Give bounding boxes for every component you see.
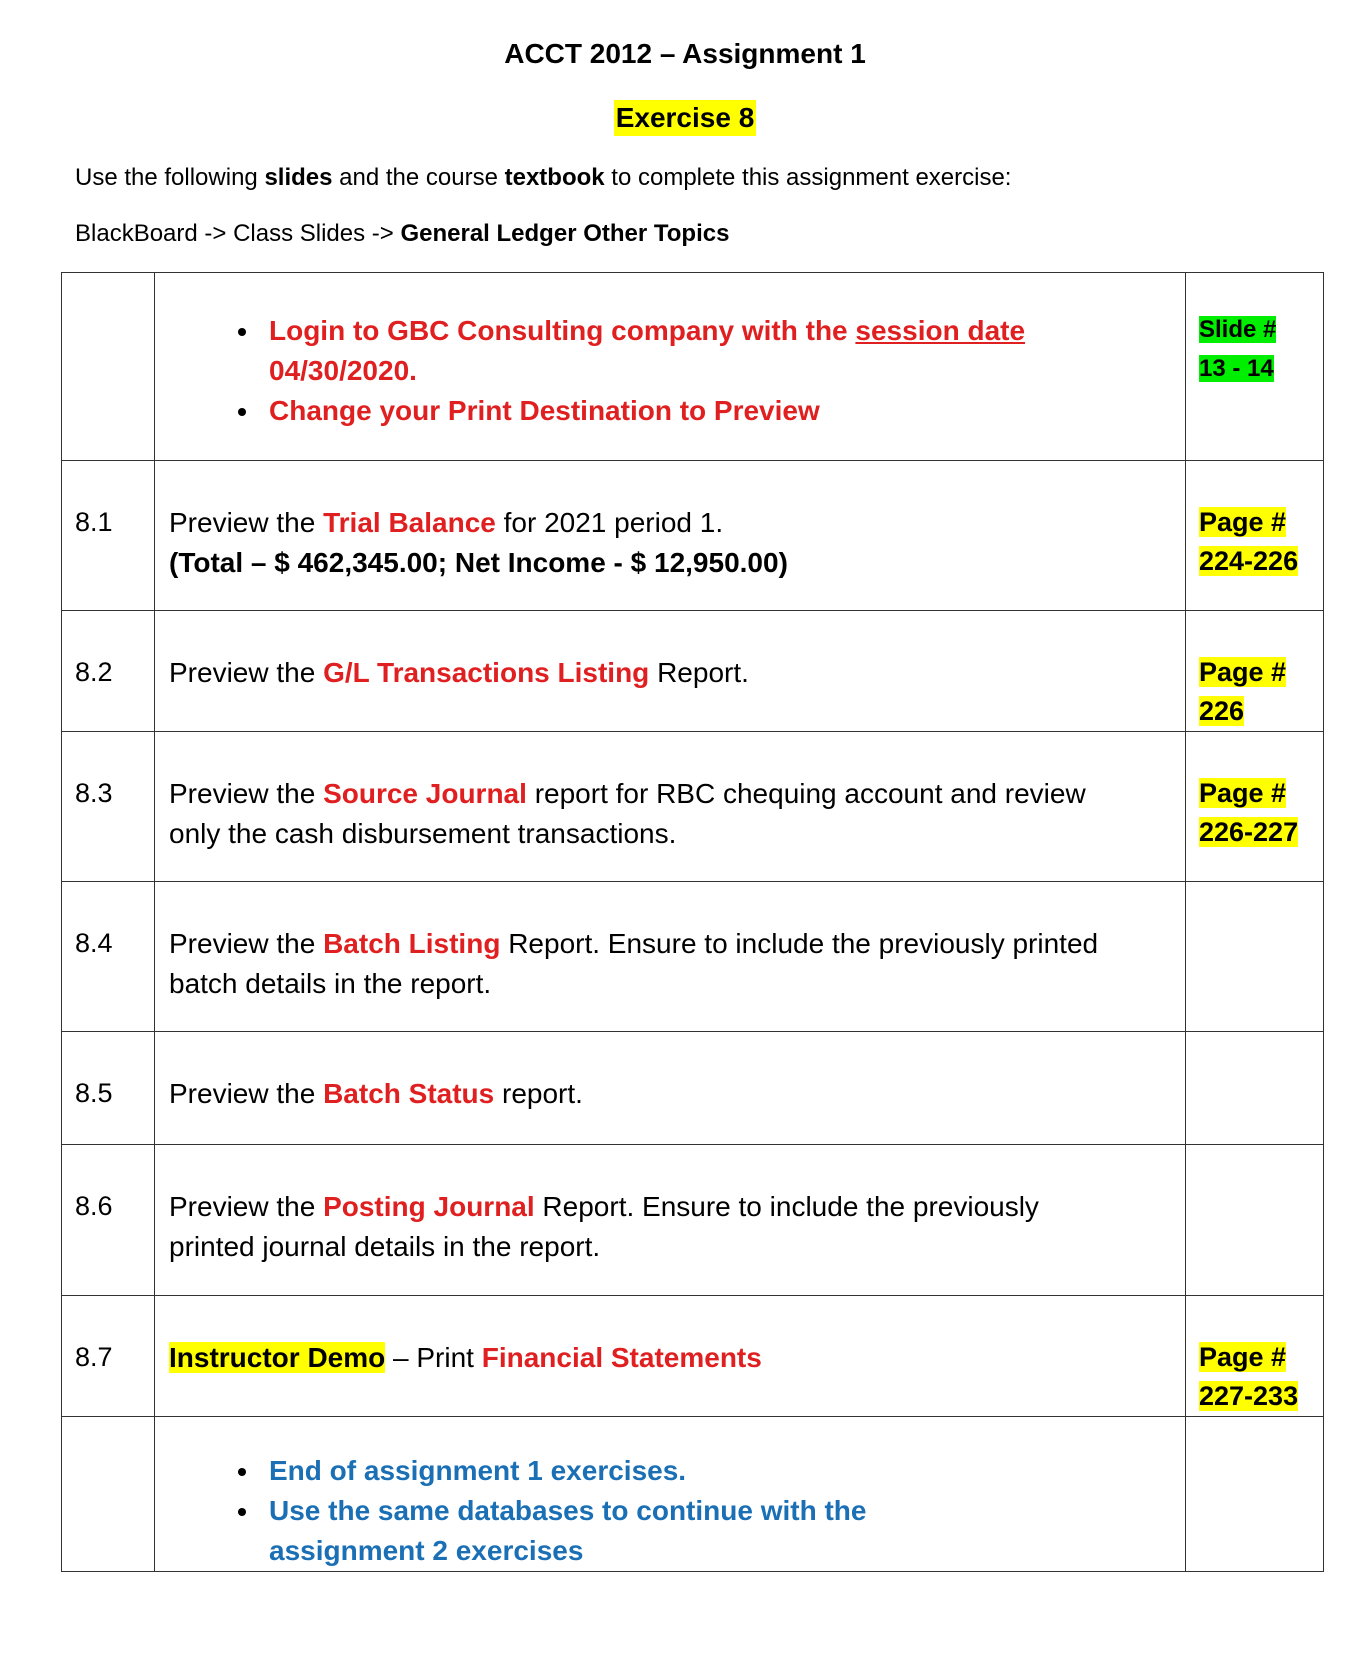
setup-ref-cell xyxy=(1186,273,1324,461)
row-text-post: for 2021 period 1. xyxy=(495,507,724,538)
row-highlight: Financial Statements xyxy=(481,1342,762,1373)
subtitle-wrap xyxy=(0,100,1370,136)
row-number: 8.4 xyxy=(62,882,155,1032)
row-text-line2: only the cash disbursement transactions. xyxy=(169,818,677,849)
page-ref-label: Page # xyxy=(1199,507,1287,537)
setup-bullets xyxy=(169,311,1171,431)
row-ref xyxy=(1186,611,1324,732)
row-highlight: Posting Journal xyxy=(323,1191,535,1222)
table-row xyxy=(62,611,1324,732)
navigation-path xyxy=(75,220,729,248)
row-highlight: Batch Status xyxy=(323,1078,495,1109)
closing-num-cell xyxy=(62,1417,155,1572)
row-number: 8.3 xyxy=(62,732,155,882)
intro-text: Use the following xyxy=(75,164,265,191)
setup-session-date: session date xyxy=(855,315,1026,346)
page-ref-range: 226-227 xyxy=(1199,817,1299,847)
table-row xyxy=(62,1032,1324,1145)
row-text: Preview the xyxy=(169,928,324,959)
table-row xyxy=(62,1145,1324,1296)
row-description xyxy=(155,1145,1186,1296)
row-text-post: Report. Ensure to include the previously printed xyxy=(500,928,1099,959)
closing-ref-cell xyxy=(1186,1417,1324,1572)
slide-ref-label: Slide # xyxy=(1199,316,1277,343)
closing-row xyxy=(62,1417,1324,1572)
table-row xyxy=(62,461,1324,611)
row-number: 8.2 xyxy=(62,611,155,732)
intro-bold-textbook: textbook xyxy=(504,164,605,191)
page-ref-range: 226 xyxy=(1199,696,1245,726)
closing-desc-cell xyxy=(155,1417,1186,1572)
row-ref-empty xyxy=(1186,1145,1324,1296)
closing-bullets xyxy=(169,1451,1171,1571)
row-text-post: Report. Ensure to include the previously xyxy=(534,1191,1039,1222)
path-plain: BlackBoard -> Class Slides -> xyxy=(75,220,401,247)
row-highlight: Trial Balance xyxy=(323,507,496,538)
row-highlight: G/L Transactions Listing xyxy=(323,657,650,688)
row-totals: (Total – $ 462,345.00; Net Income - $ 12,950.00) xyxy=(169,547,788,578)
path-bold: General Ledger Other Topics xyxy=(400,220,730,247)
setup-date: 04/30/2020. xyxy=(269,355,417,386)
intro-text-mid: and the course xyxy=(332,164,505,191)
row-description xyxy=(155,1032,1186,1145)
row-text: Preview the xyxy=(169,657,324,688)
intro-paragraph xyxy=(75,164,1011,192)
row-ref xyxy=(1186,1296,1324,1417)
intro-text-end: to complete this assignment exercise: xyxy=(604,164,1012,191)
row-number: 8.7 xyxy=(62,1296,155,1417)
page-ref-label: Page # xyxy=(1199,657,1287,687)
row-description xyxy=(155,882,1186,1032)
row-highlight: Source Journal xyxy=(323,778,527,809)
instructor-demo-badge: Instructor Demo xyxy=(169,1342,386,1373)
table-row xyxy=(62,1296,1324,1417)
closing-bullet-end: • End of assignment 1 exercises. xyxy=(261,1451,1171,1491)
row-ref-empty xyxy=(1186,882,1324,1032)
row-text-line2: batch details in the report. xyxy=(169,968,492,999)
setup-bullet-login xyxy=(261,311,1171,391)
row-description xyxy=(155,611,1186,732)
table-row xyxy=(62,882,1324,1032)
page-ref-label: Page # xyxy=(1199,778,1287,808)
row-text: Preview the xyxy=(169,1191,324,1222)
table-row xyxy=(62,732,1324,882)
setup-num-cell xyxy=(62,273,155,461)
row-text: – Print xyxy=(385,1342,482,1373)
row-text-post: report. xyxy=(494,1078,583,1109)
setup-login-text: Login to GBC Consulting company with the xyxy=(269,315,856,346)
setup-bullet-print: • Change your Print Destination to Preview xyxy=(261,391,1171,431)
row-ref-empty xyxy=(1186,1032,1324,1145)
page-ref-label: Page # xyxy=(1199,1342,1287,1372)
setup-desc-cell xyxy=(155,273,1186,461)
document-title: ACCT 2012 – Assignment 1 xyxy=(504,38,866,69)
row-text-post: report for RBC chequing account and review xyxy=(526,778,1086,809)
row-text: Preview the xyxy=(169,507,324,538)
row-description xyxy=(155,1296,1186,1417)
row-highlight: Batch Listing xyxy=(323,928,501,959)
row-text-post: Report. xyxy=(649,657,749,688)
row-number: 8.6 xyxy=(62,1145,155,1296)
row-number: 8.1 xyxy=(62,461,155,611)
setup-row xyxy=(62,273,1324,461)
exercise-table xyxy=(61,272,1324,1572)
row-description xyxy=(155,732,1186,882)
closing-bullet-continue: • Use the same databases to continue with the assignment 2 exercises xyxy=(261,1491,1171,1571)
row-text-line2: printed journal details in the report. xyxy=(169,1231,601,1262)
page-ref-range: 224-226 xyxy=(1199,546,1299,576)
row-text: Preview the xyxy=(169,778,324,809)
intro-bold-slides: slides xyxy=(264,164,333,191)
row-ref xyxy=(1186,461,1324,611)
page-ref-range: 227-233 xyxy=(1199,1381,1299,1411)
row-ref xyxy=(1186,732,1324,882)
slide-ref-range: 13 - 14 xyxy=(1199,355,1274,382)
row-number: 8.5 xyxy=(62,1032,155,1145)
row-description xyxy=(155,461,1186,611)
row-text: Preview the xyxy=(169,1078,324,1109)
exercise-heading: Exercise 8 xyxy=(614,100,757,136)
